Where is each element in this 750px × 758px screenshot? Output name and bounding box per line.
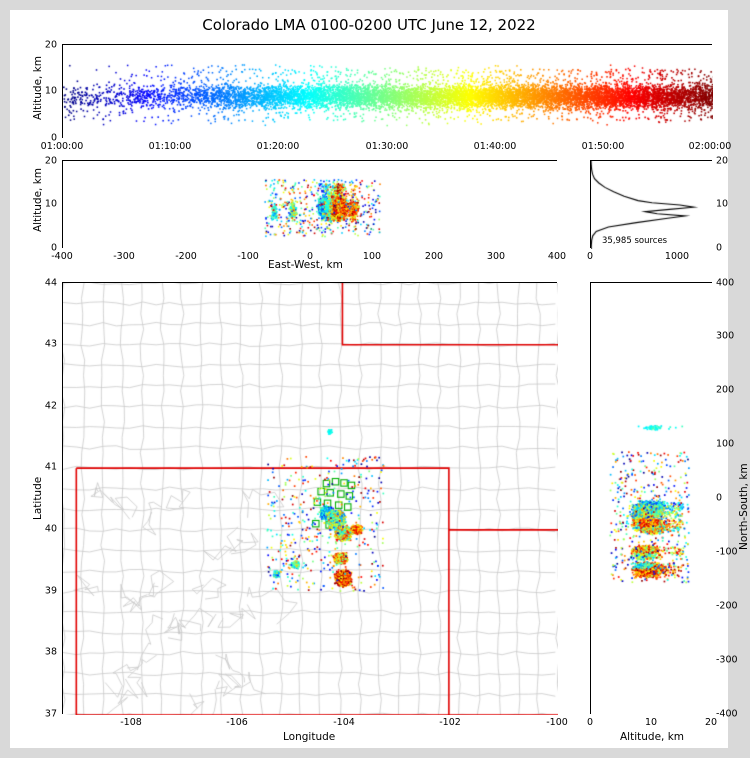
ax1-ylabel: Altitude, km xyxy=(32,55,44,120)
time-height-panel xyxy=(62,44,712,138)
ax2-ylabel: Altitude, km xyxy=(32,167,44,232)
plan-view-map-panel xyxy=(62,282,557,714)
ax5-ylabel: North-South, km xyxy=(738,463,750,550)
ax4-ylabel: Latitude xyxy=(32,476,44,520)
sources-count-annotation: 35,985 sources xyxy=(602,236,668,246)
ax2-xlabel: East-West, km xyxy=(268,259,343,271)
figure-title: Colorado LMA 0100-0200 UTC June 12, 2022 xyxy=(202,16,536,34)
ax5-xlabel: Altitude, km xyxy=(620,731,685,743)
source-histogram-panel xyxy=(590,160,712,248)
north-south-height-panel xyxy=(590,282,712,714)
ax4-xlabel: Longitude xyxy=(283,731,336,743)
east-west-height-panel xyxy=(62,160,557,248)
figure-canvas: Colorado LMA 0100-0200 UTC June 12, 2022 0 10 20 01:00:00 01:10:00 01:20:00 01:30:00 01:40:00 01:50:00 02:00:00 Altitude, km 0 10 20 -400 -300 -200 -100 0 100 200 300 400 Altitude, km East-West, km 0 10 20 0 1000 35,985 sources 37 38 39 40 41 42 43 44 -108 -106 -104 -102 -100 Latitude Longitude -400 -300 -200 -100 0 100 200 300 400 0 10 20 North-South, km Altitude, km xyxy=(10,10,728,748)
